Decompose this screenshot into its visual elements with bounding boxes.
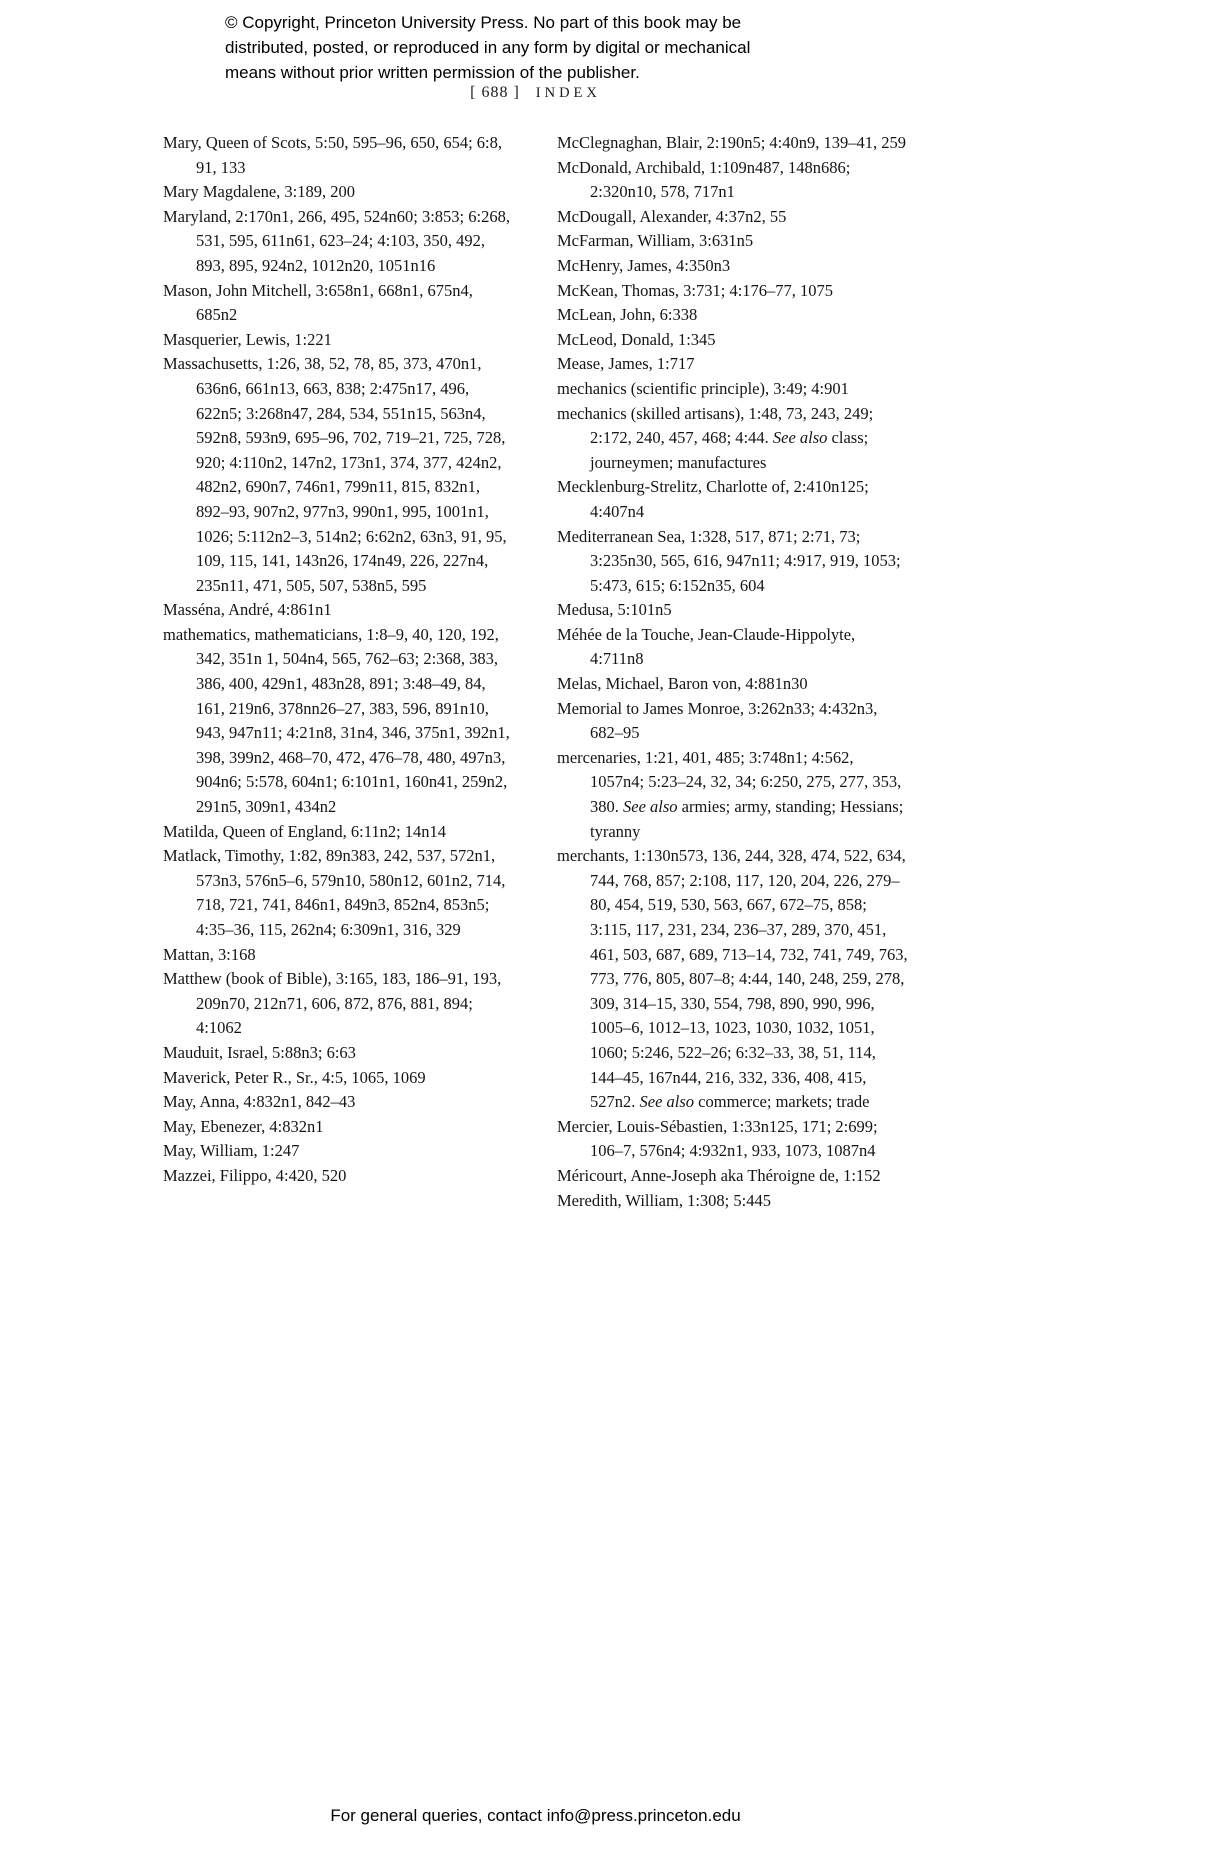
index-entry: [163, 623, 516, 820]
index-left-column: [163, 131, 516, 1213]
index-entry: [557, 377, 910, 402]
index-entry: [163, 820, 516, 845]
index-entry-see-also: See also: [623, 797, 678, 817]
index-entry: [163, 1090, 516, 1115]
index-entry-see-also: See also: [639, 1092, 695, 1112]
index-entry-text: Méhée de la Touche, Jean-Claude-Hippolyte, 4:711n8: [557, 624, 856, 669]
index-entry: [163, 1164, 516, 1189]
index-entry-text: Matlack, Timothy, 1:82, 89n383, 242, 537, 572n1, 573n3, 576n5–6, 579n10, 580n12, 601n2, 714, 718, 721, 741, 846n1, 849n3, 852n4, 853n5; 4:35–36, 115, 262n4; 6:309n1, 316, 329: [163, 846, 506, 939]
index-entry-text: Mary Magdalene, 3:189, 200: [163, 182, 355, 202]
index-entry: [557, 525, 910, 599]
index-entry: [557, 328, 910, 353]
index-entry-text: McFarman, William, 3:631n5: [557, 231, 754, 251]
index-entry: [557, 1115, 910, 1164]
index-entry-text: class; journeymen; manufactures: [590, 428, 869, 472]
index-entry: [557, 303, 910, 328]
index-entry-text: Massachusetts, 1:26, 38, 52, 78, 85, 373, 470n1, 636n6, 661n13, 663, 838; 2:475n17, 496, 622n5; 3:268n47, 284, 534, 551n15, 563n4, 592n8, 593n9, 695–96, 702, 719–21, 725, 728, 920; 4:110n2, 147n2, 173n1, 374, 377, 424n2, 482n2, 690n7, 746n1, 799n11, 815, 832n1, 892–93, 907n2, 977n3, 990n1, 995, 1001n1, 1026; 5:112n2–3, 514n2; 6:62n2, 63n3, 91, 95, 109, 115, 141, 143n26, 174n49, 226, 227n4, 235n11, 471, 505, 507, 538n5, 595: [163, 354, 507, 595]
index-entry-text: Mauduit, Israel, 5:88n3; 6:63: [163, 1042, 356, 1062]
index-entry: [163, 352, 516, 598]
index-entry: [557, 254, 910, 279]
index-entry-text: Melas, Michael, Baron von, 4:881n30: [557, 674, 808, 694]
index-entry-text: Mason, John Mitchell, 3:658n1, 668n1, 675n4, 685n2: [163, 280, 473, 325]
index-entry-text: McHenry, James, 4:350n3: [557, 255, 731, 275]
index-entry: [557, 352, 910, 377]
copyright-notice: [225, 10, 845, 85]
index-entry: [557, 697, 910, 746]
index-entry-text: commerce; markets; trade: [694, 1092, 870, 1112]
index-entry: [163, 943, 516, 968]
index-entry: [557, 475, 910, 524]
index-entry: [557, 844, 910, 1115]
index-entry: [557, 672, 910, 697]
index-entry: [557, 623, 910, 672]
index-entry-text: mechanics (skilled artisans), 1:48, 73, 243, 249; 2:172, 240, 457, 468; 4:44.: [557, 403, 874, 448]
index-entry: [163, 1066, 516, 1091]
index-entry: [557, 1189, 910, 1214]
index-entry: [557, 229, 910, 254]
index-entry-text: mercenaries, 1:21, 401, 485; 3:748n1; 4:562, 1057n4; 5:23–24, 32, 34; 6:250, 275, 277, 353, 380.: [557, 747, 902, 817]
index-entry-text: McLean, John, 6:338: [557, 305, 698, 325]
index-entry-text: Medusa, 5:101n5: [557, 600, 672, 620]
index-entry-see-also: See also: [772, 428, 828, 448]
index-entry-text: Meredith, William, 1:308; 5:445: [557, 1190, 771, 1210]
index-entry-text: mathematics, mathematicians, 1:8–9, 40, 120, 192, 342, 351n 1, 504n4, 565, 762–63; 2:368, 383, 386, 400, 429n1, 483n28, 891; 3:48–49, 84, 161, 219n6, 378nn26–27, 383, 596, 891n10, 943, 947n11; 4:21n8, 31n4, 346, 375n1, 392n1, 398, 399n2, 468–70, 472, 476–78, 480, 497n3, 904n6; 5:578, 604n1; 6:101n1, 160n41, 259n2, 291n5, 309n1, 434n2: [163, 624, 510, 817]
index-entry: [557, 279, 910, 304]
index-entry-text: McDonald, Archibald, 1:109n487, 148n686; 2:320n10, 578, 717n1: [557, 157, 851, 202]
index-entry: [163, 205, 516, 279]
index-entry-text: McDougall, Alexander, 4:37n2, 55: [557, 206, 787, 226]
index-entry: [557, 402, 910, 476]
index-entry-text: merchants, 1:130n573, 136, 244, 328, 474, 522, 634, 744, 768, 857; 2:108, 117, 120, 204, 226, 279–80, 454, 519, 530, 563, 667, 672–75, 858; 3:115, 117, 231, 234, 236–37, 289, 370, 451, 461, 503, 687, 689, 713–14, 732, 741, 749, 763, 773, 776, 805, 807–8; 4:44, 140, 248, 259, 278, 309, 314–15, 330, 554, 798, 890, 990, 996, 1005–6, 1012–13, 1023, 1030, 1032, 1051, 1060; 5:246, 522–26; 6:32–33, 38, 51, 114, 144–45, 167n44, 216, 332, 336, 408, 415, 527n2.: [557, 846, 908, 1112]
index-entry-text: Masséna, André, 4:861n1: [163, 600, 332, 620]
index-entry-text: Matilda, Queen of England, 6:11n2; 14n14: [163, 821, 447, 841]
index-entry: [163, 180, 516, 205]
copyright-line: distributed, posted, or reproduced in any form by digital or mechanical: [225, 38, 751, 57]
index-entry: [557, 746, 910, 844]
index-right-column: [557, 131, 910, 1213]
index-entry-text: Maverick, Peter R., Sr., 4:5, 1065, 1069: [163, 1067, 426, 1087]
index-entry-text: Mecklenburg-Strelitz, Charlotte of, 2:410n125; 4:407n4: [557, 477, 869, 521]
index-entry: [557, 598, 910, 623]
index-entry: [557, 131, 910, 156]
page-number: [ 688 ]: [470, 84, 520, 101]
index-entry: [163, 328, 516, 353]
index-entry-text: Matthew (book of Bible), 3:165, 183, 186–91, 193, 209n70, 212n71, 606, 872, 876, 881, 894; 4:1062: [163, 969, 502, 1038]
index-entry-text: May, William, 1:247: [163, 1141, 300, 1161]
index-entry-text: Mercier, Louis-Sébastien, 1:33n125, 171; 2:699; 106–7, 576n4; 4:932n1, 933, 1073, 1087n4: [557, 1116, 878, 1161]
page-header: [163, 84, 908, 102]
index-entry: [557, 1164, 910, 1189]
index-entry-text: Méricourt, Anne-Joseph aka Théroigne de, 1:152: [557, 1165, 881, 1185]
index-entry: [163, 279, 516, 328]
index-entry-text: Memorial to James Monroe, 3:262n33; 4:432n3, 682–95: [557, 698, 878, 743]
index-entry-text: May, Anna, 4:832n1, 842–43: [163, 1092, 356, 1112]
index-entry-text: Maryland, 2:170n1, 266, 495, 524n60; 3:853; 6:268, 531, 595, 611n61, 623–24; 4:103, 350, 492, 893, 895, 924n2, 1012n20, 1051n16: [163, 206, 510, 275]
index-entry: [557, 205, 910, 230]
index-entry-text: Mediterranean Sea, 1:328, 517, 871; 2:71, 73; 3:235n30, 565, 616, 947n11; 4:917, 919, 1053; 5:473, 615; 6:152n35, 604: [557, 526, 901, 595]
index-entry: [163, 1139, 516, 1164]
index-entry-text: McKean, Thomas, 3:731; 4:176–77, 1075: [557, 280, 834, 300]
index-entry: [163, 844, 516, 942]
page-footer-contact: For general queries, contact info@press.princeton.edu: [330, 1806, 741, 1825]
index-title: INDEX: [535, 85, 601, 101]
index-columns: [163, 131, 911, 1213]
index-entry-text: Mattan, 3:168: [163, 944, 256, 964]
copyright-line: means without prior written permission of the publisher.: [225, 63, 640, 82]
index-entry-text: Mary, Queen of Scots, 5:50, 595–96, 650, 654; 6:8, 91, 133: [163, 133, 502, 177]
index-entry-text: Masquerier, Lewis, 1:221: [163, 329, 332, 349]
index-entry-text: mechanics (scientific principle), 3:49; 4:901: [557, 378, 849, 398]
index-entry-text: armies; army, standing; Hessians; tyranny: [590, 797, 904, 841]
index-entry: [163, 1041, 516, 1066]
index-entry: [163, 131, 516, 180]
index-entry-text: May, Ebenezer, 4:832n1: [163, 1116, 324, 1136]
index-entry-text: McClegnaghan, Blair, 2:190n5; 4:40n9, 139–41, 259: [557, 133, 907, 152]
index-entry-text: Mease, James, 1:717: [557, 354, 695, 374]
copyright-line: © Copyright, Princeton University Press. No part of this book may be: [225, 13, 742, 32]
index-entry-text: McLeod, Donald, 1:345: [557, 329, 716, 349]
index-entry-text: Mazzei, Filippo, 4:420, 520: [163, 1165, 347, 1185]
index-entry: [557, 156, 910, 205]
index-entry: [163, 598, 516, 623]
index-entry: [163, 1115, 516, 1140]
index-entry: [163, 967, 516, 1041]
